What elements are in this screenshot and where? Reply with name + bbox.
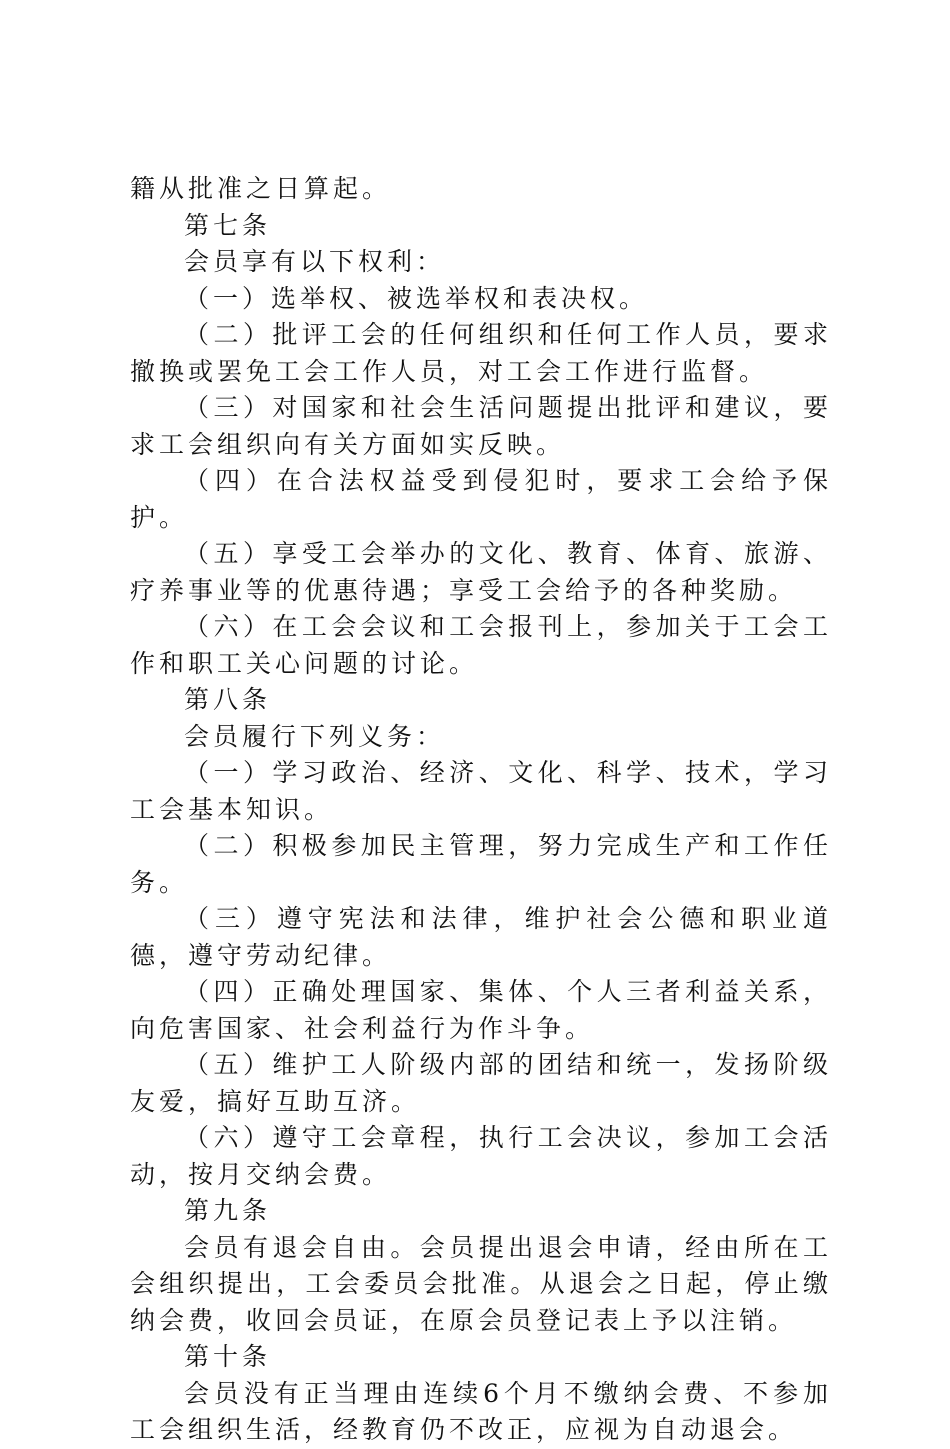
paragraph-auto-withdrawal: 会员没有正当理由连续6个月不缴纳会费、不参加工会组织生活，经教育仍不改正，应视为自动退会。 <box>130 1378 832 1444</box>
article-heading-9: 第九条 <box>184 1196 272 1225</box>
list-item-duty-2: （二）积极参加民主管理，努力完成生产和工作任务。 <box>130 831 832 897</box>
list-item-right-5: （五）享受工会举办的文化、教育、体育、旅游、疗养事业等的优惠待遇；享受工会给予的各种奖励。 <box>130 539 832 605</box>
list-item-right-6: （六）在工会会议和工会报刊上，参加关于工会工作和职工关心问题的讨论。 <box>130 612 832 678</box>
list-item-duty-1: （一）学习政治、经济、文化、科学、技术，学习工会基本知识。 <box>130 758 832 824</box>
list-item-duty-3: （三）遵守宪法和法律，维护社会公德和职业道德，遵守劳动纪律。 <box>130 904 832 970</box>
paragraph-withdrawal: 会员有退会自由。会员提出退会申请，经由所在工会组织提出，工会委员会批准。从退会之日起，停止缴纳会费，收回会员证，在原会员登记表上予以注销。 <box>130 1232 832 1335</box>
list-item-duty-5: （五）维护工人阶级内部的团结和统一，发扬阶级友爱，搞好互助互济。 <box>130 1050 832 1116</box>
list-item-right-2: （二）批评工会的任何组织和任何工作人员，要求撤换或罢免工会工作人员，对工会工作进行监督。 <box>130 320 832 386</box>
article-heading-7: 第七条 <box>184 210 272 240</box>
article-heading-8: 第八条 <box>184 685 272 714</box>
list-item-right-1: （一）选举权、被选举权和表决权。 <box>184 283 649 313</box>
list-item-duty-6: （六）遵守工会章程，执行工会决议，参加工会活动，按月交纳会费。 <box>130 1123 832 1189</box>
paragraph-continuation: 籍从批准之日算起。 <box>130 174 392 203</box>
paragraph-rights-intro: 会员享有以下权利： <box>184 247 446 276</box>
document-body <box>130 171 832 1449</box>
paragraph-duties-intro: 会员履行下列义务： <box>184 721 446 751</box>
list-item-right-4: （四）在合法权益受到侵犯时，要求工会给予保护。 <box>130 466 832 532</box>
list-item-duty-4: （四）正确处理国家、集体、个人三者利益关系，向危害国家、社会利益行为作斗争。 <box>130 977 832 1043</box>
article-heading-10: 第十条 <box>184 1342 272 1371</box>
list-item-right-3: （三）对国家和社会生活问题提出批评和建议，要求工会组织向有关方面如实反映。 <box>130 393 832 459</box>
